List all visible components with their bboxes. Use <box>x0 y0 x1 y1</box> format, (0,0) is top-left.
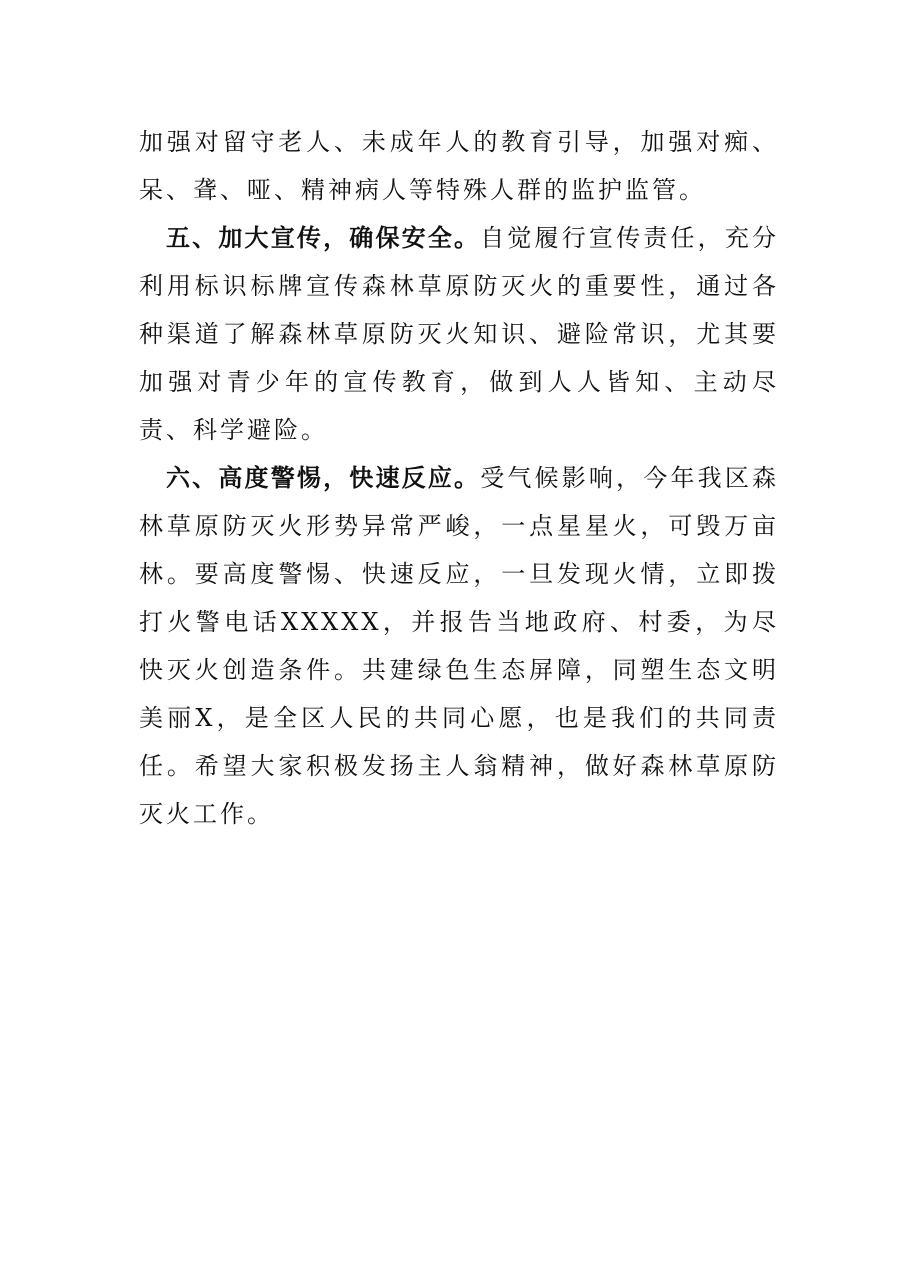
paragraph-text: 自觉履行宣传责任，充分利用标识标牌宣传森林草原防灭火的重要性，通过各种渠道了解森林草原防灭火知识、避险常识，尤其要加强对青少年的宣传教育，做到人人皆知、主动尽责、科学避险。 <box>139 224 780 444</box>
section-heading-five: 五、加大宣传，确保安全。 <box>166 224 481 252</box>
paragraph-text: 受气候影响，今年我区森林草原防灭火形势异常严峻，一点星星火，可毁万亩林。要高度警惕、快速反应，一旦发现火情，立即拨打火警电话XXXXX，并报告当地政府、村委，为尽快灭火创造条件。共建绿色生态屏障，同塑生态文明美丽X，是全区人民的共同心愿，也是我们的共同责任。希望大家积极发扬主人翁精神，做好森林草原防灭火工作。 <box>139 464 780 828</box>
document-body <box>139 118 779 838</box>
section-heading-six: 六、高度警惕，快速反应。 <box>166 464 481 492</box>
paragraph-vigilance <box>139 454 779 838</box>
paragraph-continuation <box>139 118 779 214</box>
paragraph-text: 加强对留守老人、未成年人的教育引导，加强对痴、呆、聋、哑、精神病人等特殊人群的监护监管。 <box>139 128 779 204</box>
paragraph-publicity <box>139 214 779 454</box>
